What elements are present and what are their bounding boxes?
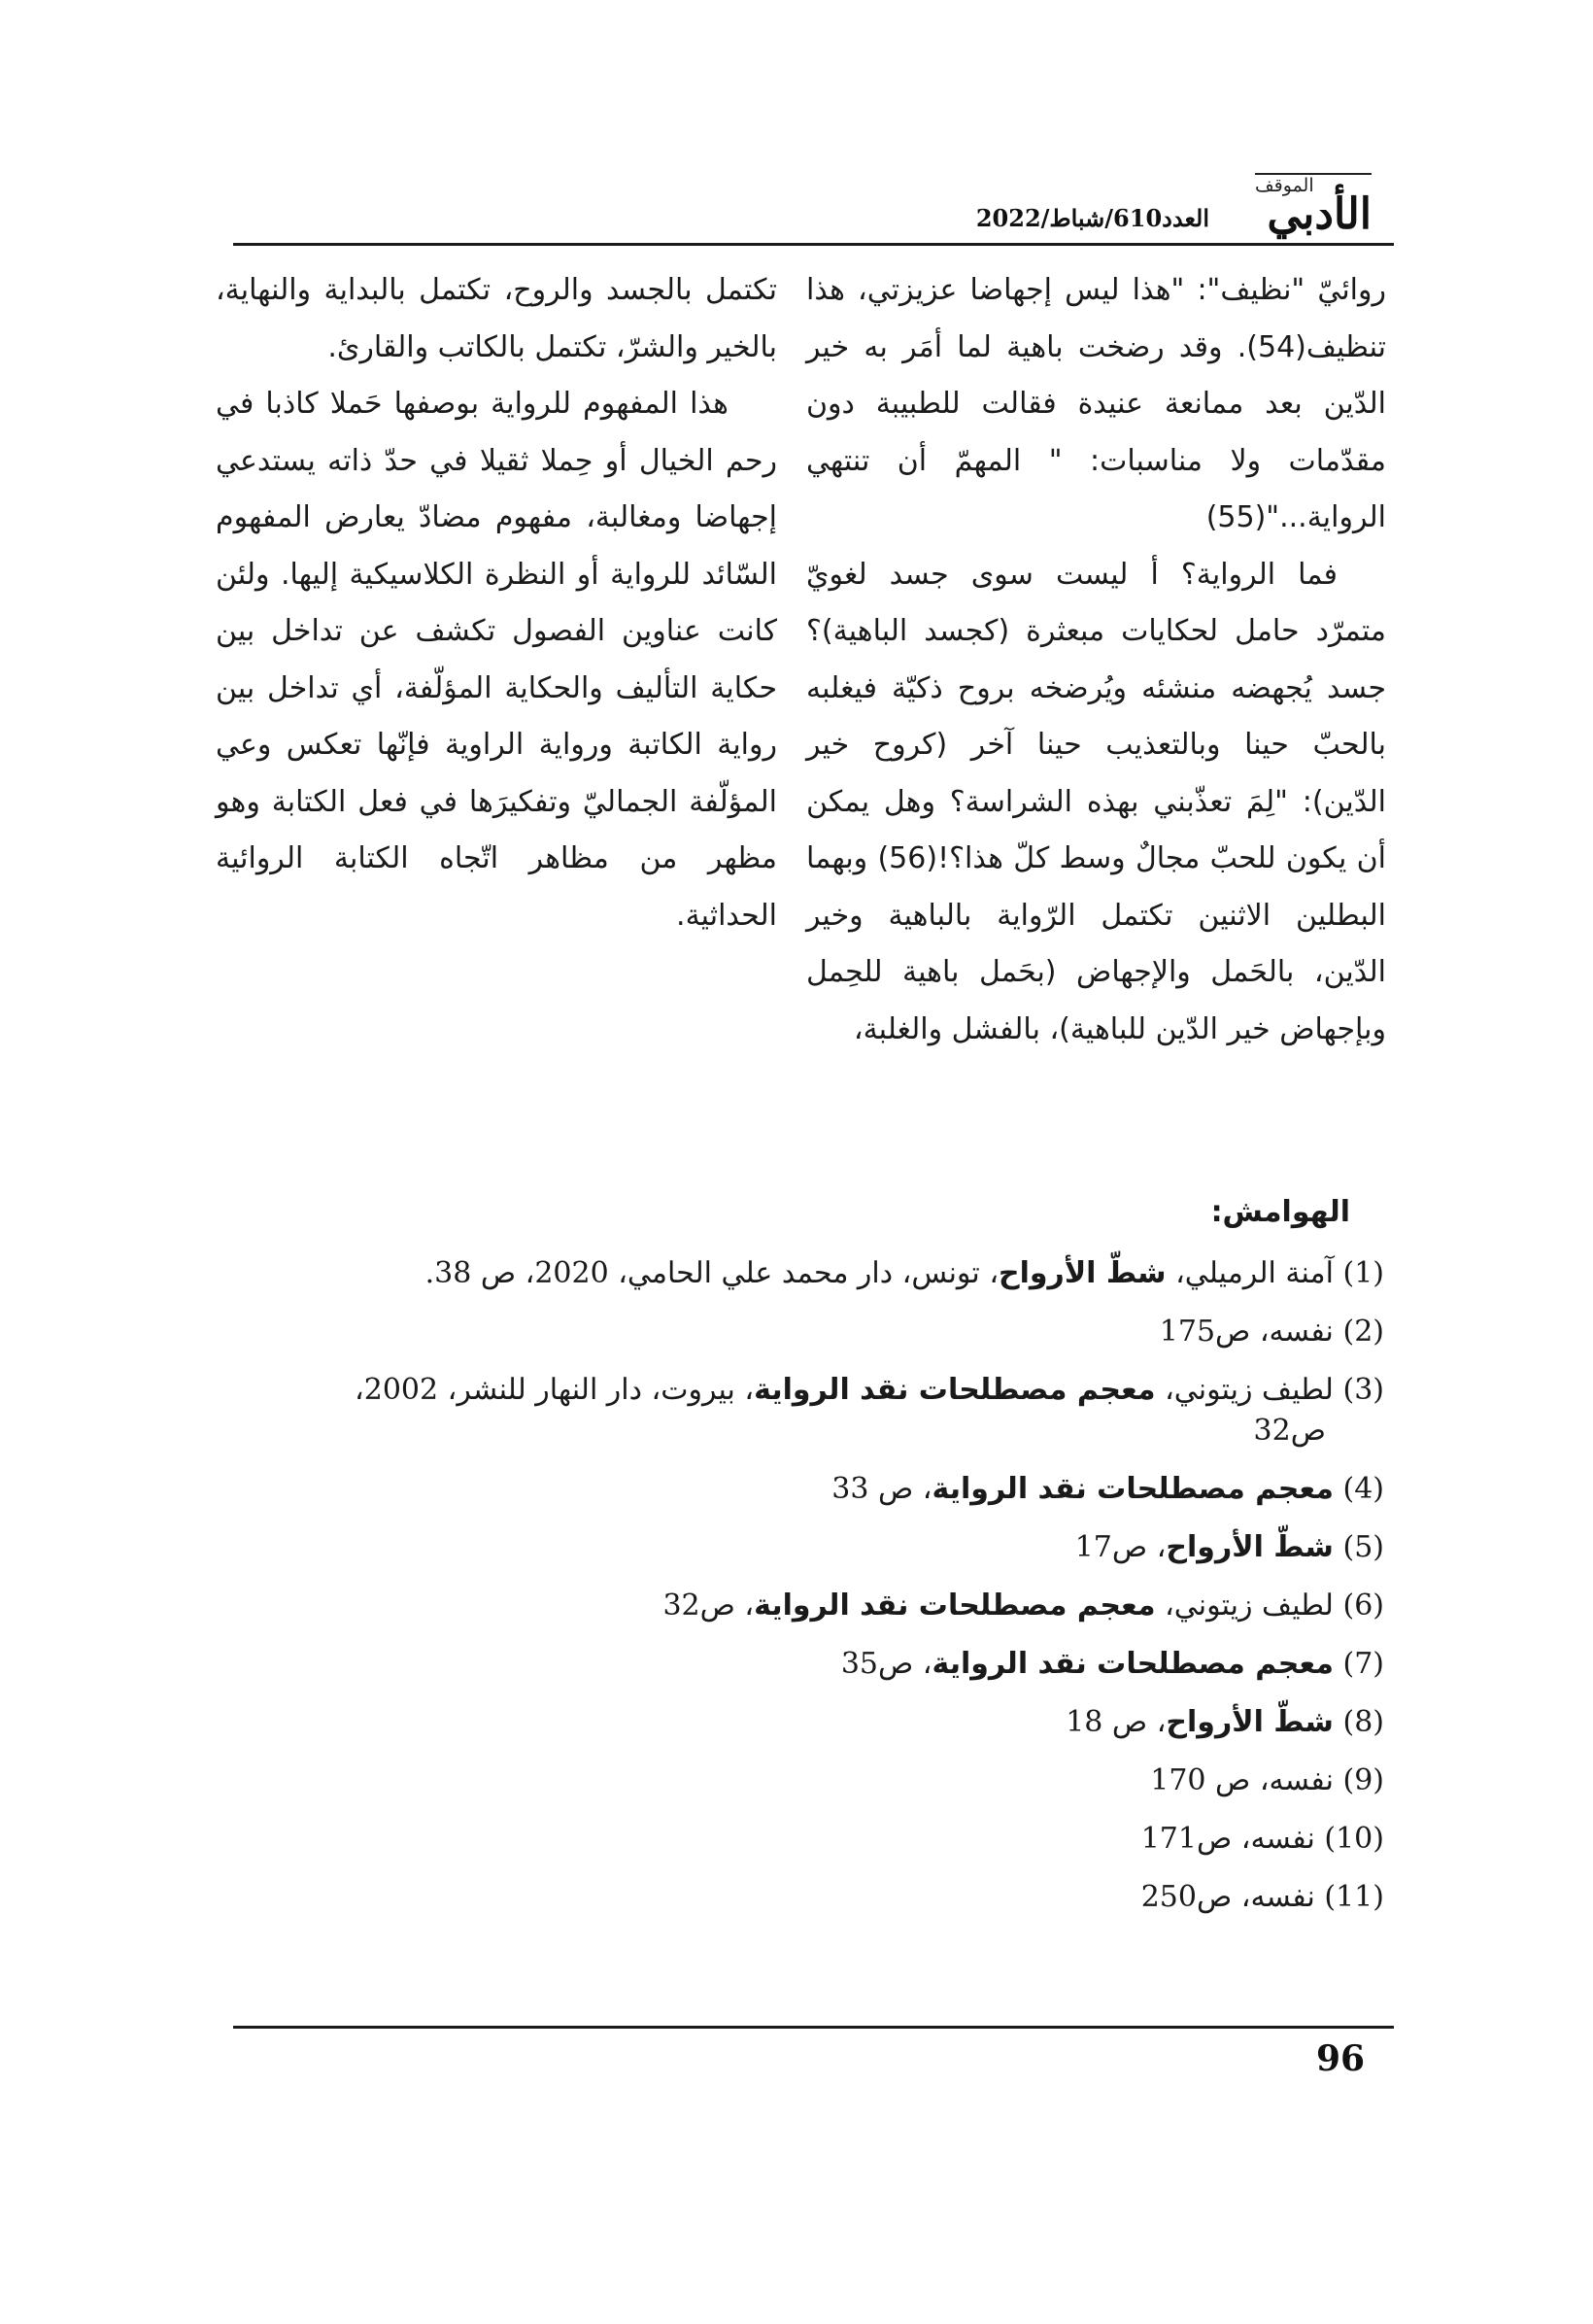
footnote-number: (1) — [1342, 1256, 1384, 1290]
footnote-number: (9) — [1342, 1763, 1384, 1797]
footnote-item — [204, 1370, 1384, 1452]
footnote-text: لطيف زيتوني، — [1165, 1589, 1334, 1623]
footnote-item — [204, 1819, 1384, 1860]
footnote-title: معجم مصطلحات نقد الرواية — [754, 1373, 1156, 1407]
footnote-title: شطّ الأرواح — [1166, 1705, 1334, 1739]
paragraph: تكتمل بالجسد والروح، تكتمل بالبداية والنهاية، بالخير والشرّ، تكتمل بالكاتب والقارئ. — [216, 273, 777, 364]
footnote-number: (7) — [1342, 1647, 1384, 1681]
footnote-text: نفسه، ص 170 — [1150, 1763, 1334, 1797]
page-header — [0, 0, 1593, 253]
footnote-text: ، ص32 — [662, 1589, 755, 1623]
text-column-left — [216, 262, 777, 944]
footnote-title: شطّ الأرواح — [999, 1256, 1167, 1290]
masthead-logo — [1226, 173, 1372, 239]
footnote-number: (2) — [1342, 1315, 1384, 1349]
page-number: 96 — [1316, 2038, 1366, 2079]
footer-divider — [233, 2026, 1394, 2029]
footnote-item — [204, 1312, 1384, 1352]
footnote-text: ، ص35 — [840, 1647, 932, 1681]
footnote-item — [204, 1760, 1384, 1801]
footnote-continuation: ص32 — [1253, 1414, 1326, 1448]
footnote-title: شطّ الأرواح — [1166, 1530, 1334, 1564]
masthead-main-text: الأدبي — [1267, 189, 1372, 239]
footnote-number: (8) — [1342, 1705, 1384, 1739]
footnote-item — [204, 1253, 1384, 1294]
paragraph: روائيّ "نظيف": "هذا ليس إجهاضا عزيزتي، هذا تنظيف(54). وقد رضخت باهية لما أمَر به خير الدّين بعد ممانعة عنيدة فقالت للطبيبة دون مقدّمات ولا مناسبات: " المهمّ أن تنتهي الرواية..."(55) — [806, 273, 1386, 534]
footnote-number: (11) — [1324, 1880, 1384, 1914]
footnotes-heading: الهوامش: — [1210, 1195, 1350, 1229]
footnote-title: معجم مصطلحات نقد الرواية — [754, 1589, 1156, 1623]
footnote-item — [204, 1586, 1384, 1626]
footnote-text: ، ص17 — [1074, 1530, 1167, 1564]
footnotes-list — [204, 1253, 1384, 1935]
footnote-title: معجم مصطلحات نقد الرواية — [932, 1472, 1334, 1506]
issue-info: العدد610/شباط/2022 — [975, 204, 1209, 232]
footnote-number: (6) — [1342, 1589, 1384, 1623]
footnote-item — [204, 1877, 1384, 1918]
footnote-item — [204, 1527, 1384, 1568]
footnote-text: لطيف زيتوني، — [1165, 1373, 1334, 1407]
footnote-number: (5) — [1342, 1530, 1384, 1564]
footnote-text: نفسه، ص175 — [1159, 1315, 1334, 1349]
footnote-text: ، بيروت، دار النهار للنشر، 2002، — [355, 1373, 755, 1407]
masthead-top-text: الموقف — [1255, 173, 1372, 195]
footnote-number: (3) — [1342, 1373, 1384, 1407]
footnote-item — [204, 1702, 1384, 1743]
footnote-item — [204, 1469, 1384, 1510]
header-divider — [233, 243, 1394, 246]
paragraph: فما الرواية؟ أ ليست سوى جسد لغويّ متمرّد حامل لحكايات مبعثرة (كجسد الباهية)؟ جسد يُجهضه منشئه ويُرضخه بروح ذكيّة فيغلبه بالحبّ حينا وبالتعذيب حينا آخر (كروح خير الدّين): "لِمَ تعذّبني بهذه الشراسة؟ وهل يمكن أن يكون للحبّ مجالٌ وسط كلّ هذا؟!(56) وبهما البطلين الاثنين تكتمل الرّواية بالباهية وخير الدّين، بالحَمل والإجهاض (بحَمل باهية للحِمل وبإجهاض خير الدّين للباهية)، بالفشل والغلبة، — [806, 557, 1386, 1046]
footnote-text: ، ص 33 — [831, 1472, 932, 1506]
paragraph: هذا المفهوم للرواية بوصفها حَملا كاذبا في رحم الخيال أو حِملا ثقيلا في حدّ ذاته يستدعي إجهاضا ومغالبة، مفهوم مضادّ يعارض المفهوم السّائد للرواية أو النظرة الكلاسيكية إليها. ولئن كانت عناوين الفصول تكشف عن تداخل بين حكاية التأليف والحكاية المؤلّفة، أي تداخل بين رواية الكاتبة ورواية الراوية فإنّها تعكس وعي المؤلّفة الجماليّ وتفكيرَها في فعل الكتابة وهو مظهر من مظاهر اتّجاه الكتابة الروائية الحداثية. — [216, 387, 777, 933]
footnote-item — [204, 1644, 1384, 1685]
footnote-text: ، تونس، دار محمد علي الحامي، 2020، ص 38. — [424, 1256, 999, 1290]
footnote-text: نفسه، ص171 — [1140, 1822, 1315, 1856]
footnote-text: آمنة الرميلي، — [1175, 1256, 1334, 1290]
footnote-title: معجم مصطلحات نقد الرواية — [932, 1647, 1334, 1681]
footnote-text: ، ص 18 — [1066, 1705, 1167, 1739]
text-column-right — [806, 262, 1386, 1058]
footnote-text: نفسه، ص250 — [1140, 1880, 1315, 1914]
footnote-number: (10) — [1324, 1822, 1384, 1856]
footnote-number: (4) — [1342, 1472, 1384, 1506]
